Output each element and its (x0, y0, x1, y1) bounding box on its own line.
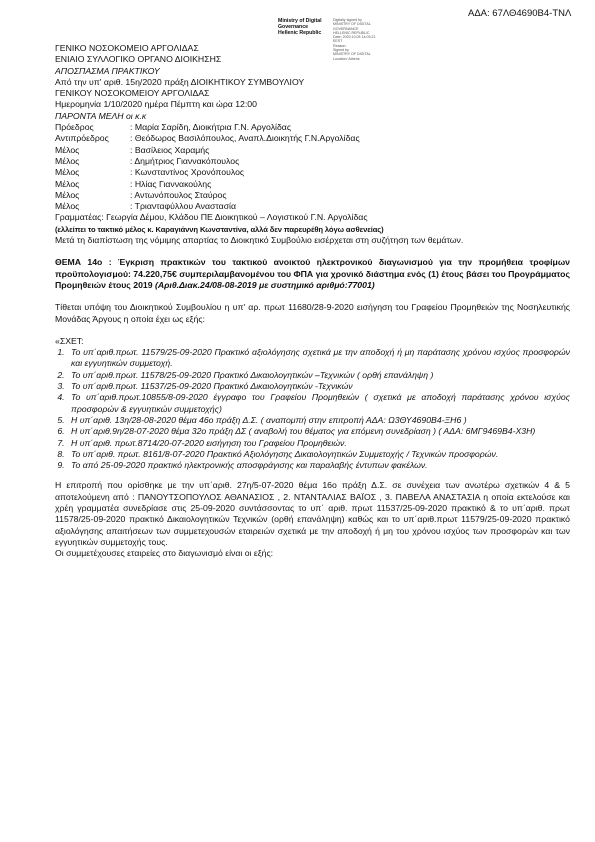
member-role: Μέλος (55, 167, 80, 178)
member-role: Μέλος (55, 144, 80, 155)
member-name: : Αντωνόπουλος Σταύρος (130, 189, 227, 200)
signature-line: MINISTRY OF DIGITAL (332, 22, 371, 27)
signature-line: Digitally signed by (332, 18, 362, 22)
ministry-name (278, 18, 322, 36)
extract-title: ΑΠΟΣΠΑΣΜΑ ΠΡΑΚΤΙΚΟΥ (55, 65, 160, 76)
member-role: Πρόεδρος (55, 122, 94, 133)
member-role: Αντιπρόεδρος (55, 133, 109, 144)
hospital-name: ΓΕΝΙΚΟ ΝΟΣΟΚΟΜΕΙΟ ΑΡΓΟΛΙΔΑΣ (55, 43, 199, 53)
signature-line: HELLENIC REPUBLIC (332, 30, 370, 35)
member-row (55, 145, 570, 156)
secretary-line: Γραμματέας: Γεωργία Δέμου, Κλάδου ΠΕ Διοικητικού – Λογιστικού Γ.Ν. Αργολίδας (55, 212, 368, 223)
member-role: Μέλος (55, 155, 80, 166)
member-row (55, 190, 570, 201)
meeting-date: Ημερομηνία 1/10/2020 ημέρα Πέμπτη και ώρα 12:00 (55, 99, 257, 110)
member-row (55, 179, 570, 190)
ministry-line: Ministry of Digital (278, 18, 322, 24)
list-item: 6. Η υπ΄αριθ.9η/28-07-2020 θέμα 32ο πράξη ΔΣ ( αναβολή του θέματος για επόμενη συνεδρίαση ) ( ΑΔΑ: 6ΜΓ9469Β4-Χ3Η) (67, 426, 570, 437)
signature-line: Signed by (332, 48, 349, 53)
signature-line: Location: Athens (332, 56, 360, 61)
signature-line: Date: 2020.10.05 14:03:21 (332, 35, 376, 40)
ministry-line: Hellenic Republic (278, 30, 322, 36)
related-documents-list (55, 347, 570, 471)
participants-intro: Οι συμμετέχουσες εταιρείες στο διαγωνισμό είναι οι εξής: (55, 548, 274, 559)
intro-paragraph: Τίθεται υπόψη του Διοικητικού Συμβουλίου η υπ' αρ. πρωτ 11680/28-9-2020 εισήγηση του Γραφείου Προμηθειών της Νοσηλευτικής Μονάδας Άργους η οποία έχει ως εξής: (55, 302, 570, 324)
document-body (55, 43, 570, 559)
list-item: 4. Το υπ΄αριθ.πρωτ.10855/8-09-2020 έγγραφο του Γραφείου Προμηθειών ( σχετικά με αποδοχή παράτασης χρόνου ισχύος προσφορών & εγγυητικών συμμετοχής) (67, 392, 570, 415)
present-members-title: ΠΑΡΟΝΤΑ ΜΕΛΗ οι κ.κ (55, 110, 147, 121)
signature-line: MINISTRY OF DIGITAL (332, 52, 371, 57)
list-item: 1. Το υπ΄αριθ.πρωτ. 11579/25-09-2020 Πρακτικό αξιολόγησης σχετικά με την αποδοχή ή μη παράτασης χρόνου ισχύος προσφορών και εγγυητικών συμμετοχή. (67, 347, 570, 370)
member-name: : Δημήτριος Γιαννακόπουλος (130, 155, 240, 166)
ada-code: ΑΔΑ: 67ΛΘ4690Β4-ΤΝΛ (468, 8, 572, 19)
subject-paragraph (55, 257, 570, 291)
act-reference: Από την υπ' αριθ. 15η/2020 πράξη ΔΙΟΙΚΗΤΙΚΟΥ ΣΥΜΒΟΥΛΙΟΥ (55, 76, 305, 87)
members-list (55, 122, 570, 212)
list-item: 5. Η υπ΄αριθ. 13η/28-08-2020 θέμα 46ο πράξη Δ.Σ. ( αναπομπή στην επιτροπή ΑΔΑ: Ω3ΘΥ4690Β4-ΞΗ6 ) (67, 415, 570, 426)
member-name: : Ηλίας Γιαννακούλης (130, 178, 212, 189)
list-item: 9. Το από 25-09-2020 πρακτικό ηλεκτρονικής αποσφράγισης και παραλαβής έντυπων φακέλων. (67, 460, 570, 471)
subject-main: ΘΕΜΑ 14ο : Έγκριση πρακτικών του τακτικού ανοικτού ηλεκτρονικού διαγωνισμού για την προμήθεια τροφίμων προϋπολογισμού: 74.220,75€ συμπεριλαμβανομένου του ΦΠΑ για χρονικό διάστημα ενός (1) έτους βάσει του Προγράμματος Προμηθειών έτους 2019 (55, 257, 570, 290)
signature-line: Reason: (332, 43, 347, 48)
member-name: : Τριανταφύλλου Αναστασία (130, 201, 237, 212)
member-row (55, 167, 570, 178)
member-name: : Βασίλειος Χαραμής (130, 144, 210, 155)
member-row (55, 122, 570, 133)
board-name: ΕΝΙΑΙΟ ΣΥΛΛΟΓΙΚΟ ΟΡΓΑΝΟ ΔΙΟΙΚΗΣΗΣ (55, 54, 222, 65)
absence-note: (ελλείπει το τακτικό μέλος κ. Καραγιάννη Κωνσταντίνα, αλλά δεν παρευρέθη λόγω ασθενείας) (55, 224, 384, 234)
subject-reference: (Αριθ.Διακ.24/08-08-2019 με συστημικό αριθμό:77001) (155, 279, 375, 290)
list-item: 2. Το υπ΄αριθ.πρωτ. 11578/25-09-2020 Πρακτικό Δικαιολογητικών –Τεχνικών ( ορθή επανάληψη ) (67, 370, 570, 381)
list-item: 8. Το υπ΄αριθ. πρωτ. 8161/8-07-2020 Πρακτικό Αξιολόγησης Δικαιολογητικών Συμμετοχής / Τεχνικών προσφορών. (67, 449, 570, 460)
member-name: : Μαρία Σαρίδη, Διοικήτρια Γ.Ν. Αργολίδας (130, 122, 292, 133)
hospital-genitive: ΓΕΝΙΚΟΥ ΝΟΣΟΚΟΜΕΙΟΥ ΑΡΓΟΛΙΔΑΣ (55, 88, 210, 99)
ministry-line: Governance (278, 24, 308, 30)
member-role: Μέλος (55, 189, 80, 200)
signature-line: EEST (332, 39, 343, 44)
signature-line: GOVERNANCE (332, 26, 359, 31)
member-row (55, 133, 570, 144)
member-row (55, 201, 570, 212)
member-name: : Θεόδωρος Βασιλόπουλος, Αναπλ.Διοικητής Γ.Ν.Αργολίδας (130, 133, 360, 144)
related-label: «ΣΧΕΤ: (55, 335, 84, 346)
list-item: 7. Η υπ΄αριθ. πρωτ.8714/20-07-2020 εισήγηση του Γραφείου Προμηθειών. (67, 438, 570, 449)
quorum-paragraph: Μετά τη διαπίστωση της νόμιμης απαρτίας το Διοικητικό Συμβούλιο εισέρχεται στη συζήτηση των θεμάτων. (55, 235, 464, 246)
member-row (55, 156, 570, 167)
member-name: : Κωνσταντίνος Χρονόπουλος (130, 167, 245, 178)
member-role: Μέλος (55, 178, 80, 189)
list-item: 3. Το υπ΄αριθ.πρωτ. 11537/25-09-2020 Πρακτικό Δικαιολογητικών -Τεχνικών (67, 381, 570, 392)
member-role: Μέλος (55, 201, 80, 212)
committee-paragraph: Η επιτροπή που ορίσθηκε με την υπ΄αριθ. 27η/5-07-2020 θέμα 16ο πράξη Δ.Σ. σε συνέχεια των ανωτέρω σχετικών 4 & 5 αποτελούμενη από : ΠΑΝΟΥΤΣΟΠΟΥΛΟΣ ΑΘΑΝΑΣΙΟΣ , 2. ΝΤΑΝΤΑΛΙΑΣ ΒΑΪΟΣ , 3. ΠΑΒΕΛΑ ΑΝΑΣΤΑΣΙΑ η οποία εκτελούσε και χρέη γραμματέα συνεδρίασε στις 25-09-2020 συντάσσοντας το υπ΄ αριθ. πρωτ 11537/25-09-2020 πρακτικό & το υπ΄αριθ. πρωτ 11578/25-09-2020 πρακτικό Δικαιολογητικών Τεχνικών (ορθή επανάληψη) καθώς και το υπ΄αριθ.πρωτ 11579/25-09-2020 πρακτικό αξιολόγησης απαιτήσεων των συμμετεχουσών εταιρειών σχετικά με την αποδοχή ή μη του χρόνου ισχύος των προσφορών και των εγγυητικών συμμετοχής τους. (55, 480, 570, 547)
